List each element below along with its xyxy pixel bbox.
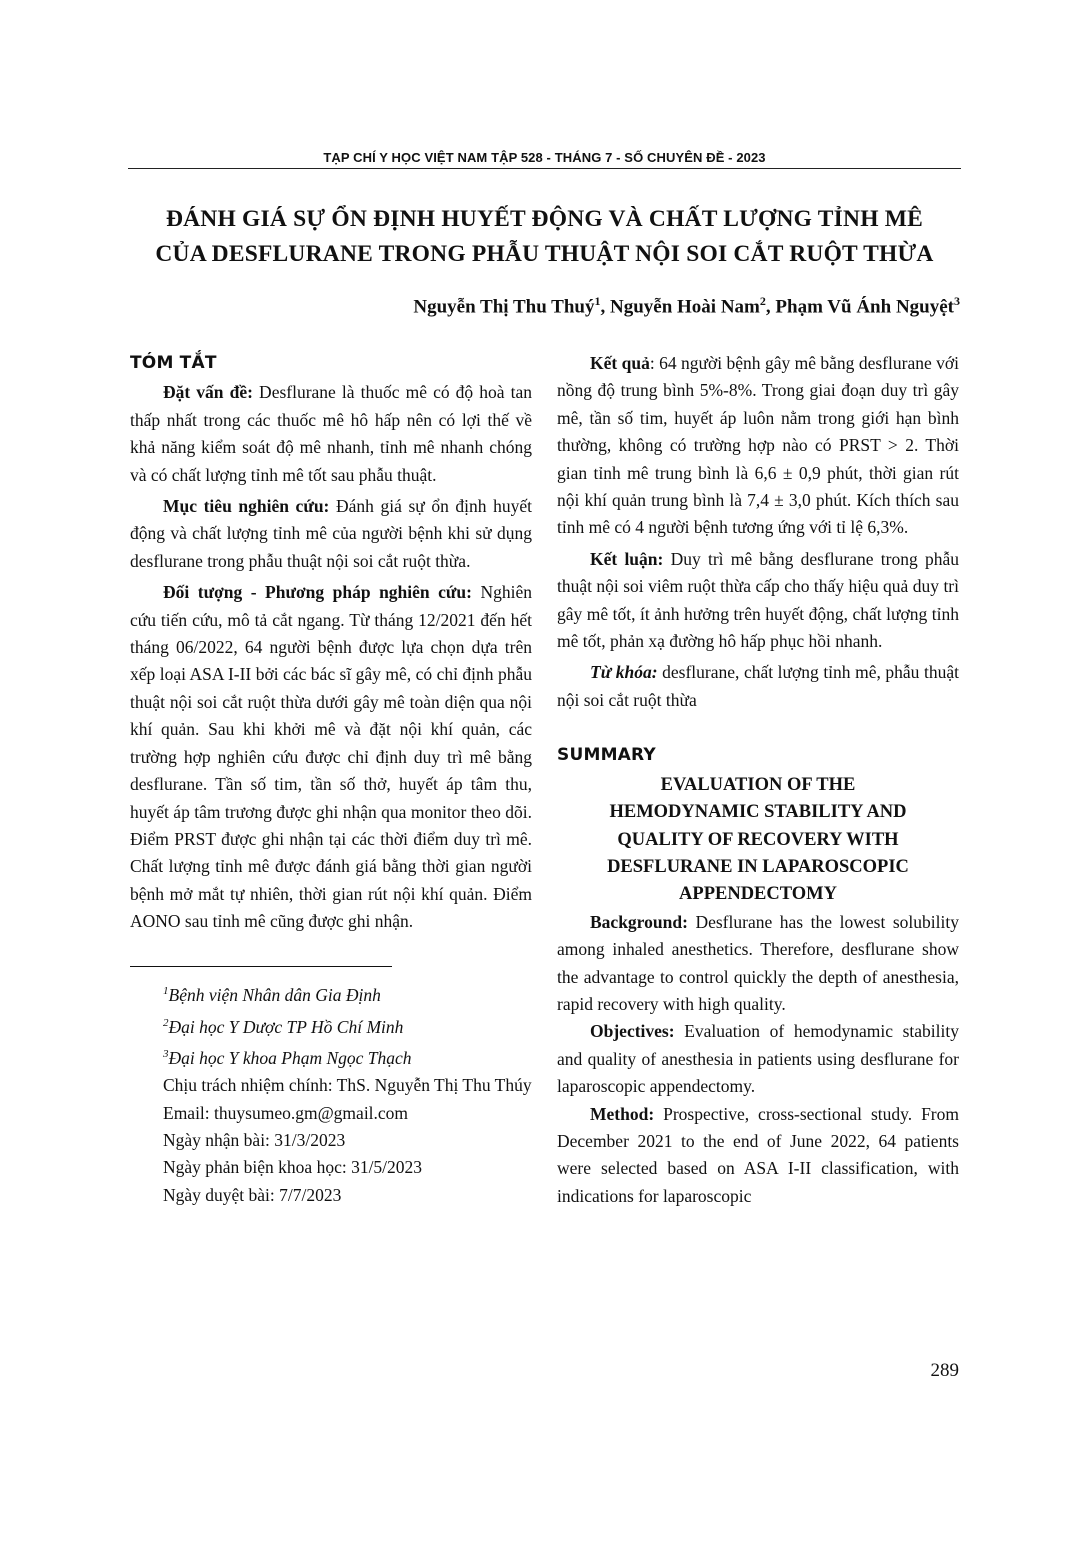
author-1-affiliation: 1 xyxy=(594,294,601,308)
footnote-1-text: Bệnh viện Nhân dân Gia Định xyxy=(168,985,381,1006)
title-line-1: ĐÁNH GIÁ SỰ ỔN ĐỊNH HUYẾT ĐỘNG VÀ CHẤT LƯỢNG TỈNH MÊ xyxy=(165,206,924,232)
footnote-affiliation-1 xyxy=(130,979,532,1010)
date-reviewed: Ngày phản biện khoa học: 31/5/2023 xyxy=(163,1157,423,1178)
english-title-line-1: EVALUATION OF THE xyxy=(660,774,856,795)
abstract-objectives-label: Mục tiêu nghiên cứu: xyxy=(163,496,330,517)
summary-method-text: Prospective, cross-sectional study. From December 2021 to the end of June 2022, 64 patients were selected based on ASA I-II classification, with indications for laparoscopic xyxy=(557,1103,959,1206)
english-title-line-3: QUALITY OF RECOVERY WITH xyxy=(617,829,899,850)
journal-header: TẠP CHÍ Y HỌC VIỆT NAM TẬP 528 - THÁNG 7 - SỐ CHUYÊN ĐỀ - 2023 xyxy=(323,150,766,165)
keywords-text: desflurane, chất lượng tỉnh mê, phẫu thuật nội soi cắt ruột thừa xyxy=(557,662,959,710)
author-1: Nguyễn Thị Thu Thuý xyxy=(413,296,595,318)
english-title xyxy=(557,772,959,909)
abstract-objectives-text: Đánh giá sự ổn định huyết động và chất lượng tỉnh mê của người bệnh khi sử dụng desflurane trong phẫu thuật nội soi cắt ruột thừa. xyxy=(130,496,532,571)
abstract-conclusion-text: Duy trì mê bằng desflurane trong phẫu thuật nội soi viêm ruột thừa cấp cho thấy hiệu quả duy trì gây mê tốt, ít ảnh hưởng trên huyết động, chất lượng tỉnh mê tốt, phản xạ đường hô hấp phục hồi nhanh. xyxy=(557,548,959,652)
abstract-background xyxy=(130,379,532,489)
article-title xyxy=(128,202,961,272)
corresponding-email: Email: thuysumeo.gm@gmail.com xyxy=(163,1102,409,1123)
header-rule xyxy=(128,168,961,169)
footnote-affiliation-2 xyxy=(130,1010,532,1041)
english-title-line-5: APPENDECTOMY xyxy=(679,884,837,905)
keywords-label: Từ khóa: xyxy=(590,662,658,683)
footnote-affiliation-3 xyxy=(130,1041,532,1072)
title-line-2: CỦA DESFLURANE TRONG PHẪU THUẬT NỘI SOI CẮT RUỘT THỪA xyxy=(155,241,934,267)
summary-background-text: Desflurane has the lowest solubility among inhaled anesthetics. Therefore, desflurane show the advantage to control quickly the depth of anesthesia, rapid recovery with high quality. xyxy=(557,911,959,1014)
abstract-conclusion xyxy=(557,546,959,656)
summary-objectives-label: Objectives: xyxy=(590,1021,675,1042)
abstract-conclusion-label: Kết luận: xyxy=(590,548,664,569)
author-3-affiliation: 3 xyxy=(954,294,960,308)
author-separator: , xyxy=(765,296,776,318)
abstract-results-text: : 64 người bệnh gây mê bằng desflurane với nồng độ trung bình 5%-8%. Trong giai đoạn duy trì gây mê, tần số tim, huyết áp luôn nằm trong giới hạn bình thường, không có trường hợp nào có PRST > 2. Thời gian tỉnh mê trung bình là 6,6 ± 0,9 phút, thời gian rút nội khí quản trung bình là 7,4 ± 3,0 phút. Kích thích sau tỉnh mê có 4 người bệnh tương ứng với tỉ lệ 6,3%. xyxy=(557,353,959,538)
author-separator: , xyxy=(600,296,610,318)
page-number: 289 xyxy=(930,1360,959,1381)
footnote-2-text: Đại học Y Dược TP Hồ Chí Minh xyxy=(168,1016,404,1037)
summary-objectives-text: Evaluation of hemodynamic stability and quality of anesthesia in patients using desflurane for laparoscopic appendectomy. xyxy=(557,1021,959,1097)
summary-method-label: Method: xyxy=(590,1103,655,1124)
abstract-methods-text: Nghiên cứu tiến cứu, mô tả cắt ngang. Từ tháng 12/2021 đến hết tháng 06/2022, 64 người bệnh được lựa chọn dựa trên xếp loại ASA I-II bởi các bác sĩ gây mê, có chỉ định phẫu thuật nội soi cắt ruột thừa dưới gây mê toàn diện qua nội khí quản. Sau khi khởi mê và đặt nội khí quản, các trường hợp nghiên cứu được chỉ định duy trì mê bằng desflurane. Tần số tim, tần số thở, huyết áp tâm thu, huyết áp tâm trương được ghi nhận qua monitor theo dõi. Điểm PRST được ghi nhận tại các thời điểm duy trì mê. Chất lượng tỉnh mê được đánh giá bằng thời gian người bệnh mở mắt tự nhiên, thời gian rút nội khí quản. Điểm AONO sau tỉnh mê cũng được ghi nhận. xyxy=(130,582,532,932)
date-received: Ngày nhận bài: 31/3/2023 xyxy=(163,1130,346,1151)
abstract-background-label: Đặt vấn đề: xyxy=(163,382,253,403)
author-list xyxy=(413,294,960,318)
summary-objectives xyxy=(557,1018,959,1100)
date-accepted: Ngày duyệt bài: 7/7/2023 xyxy=(163,1184,342,1205)
abstract-keywords xyxy=(557,659,959,714)
tomtat-heading: TÓM TẮT xyxy=(130,353,217,373)
summary-background-label: Background: xyxy=(590,911,688,932)
abstract-objectives xyxy=(130,493,532,575)
abstract-background-text: Desflurane là thuốc mê có độ hoà tan thấp nhất trong các thuốc mê hô hấp nên có lợi thế về khả năng kiểm soát độ mê nhanh, tỉnh mê nhanh chóng và có chất lượng tỉnh mê tốt sau phẫu thuật. xyxy=(130,382,533,485)
footnote-3-sup: 3 xyxy=(163,1048,169,1060)
abstract-results xyxy=(557,350,959,542)
abstract-methods xyxy=(130,579,532,935)
summary-heading: SUMMARY xyxy=(557,745,656,766)
abstract-results-label: Kết quả xyxy=(590,353,650,373)
corresponding-author: Chịu trách nhiệm chính: ThS. Nguyễn Thị Thu Thúy xyxy=(163,1075,532,1096)
footnote-3-text: Đại học Y khoa Phạm Ngọc Thạch xyxy=(168,1047,412,1068)
author-3: Phạm Vũ Ánh Nguyệt xyxy=(775,296,954,318)
right-column xyxy=(557,350,959,1210)
summary-background xyxy=(557,909,959,1019)
footnote-1-sup: 1 xyxy=(163,985,169,998)
author-2-affiliation: 2 xyxy=(759,294,766,308)
summary-method xyxy=(557,1101,959,1211)
footnote-rule xyxy=(130,966,392,967)
english-title-line-2: HEMODYNAMIC STABILITY AND xyxy=(609,802,907,823)
left-column xyxy=(130,350,532,1209)
author-2: Nguyễn Hoài Nam xyxy=(609,296,760,318)
english-title-line-4: DESFLURANE IN LAPAROSCOPIC xyxy=(607,856,909,877)
abstract-methods-label: Đối tượng - Phương pháp nghiên cứu: xyxy=(163,582,472,603)
footnote-2-sup: 2 xyxy=(163,1016,169,1029)
